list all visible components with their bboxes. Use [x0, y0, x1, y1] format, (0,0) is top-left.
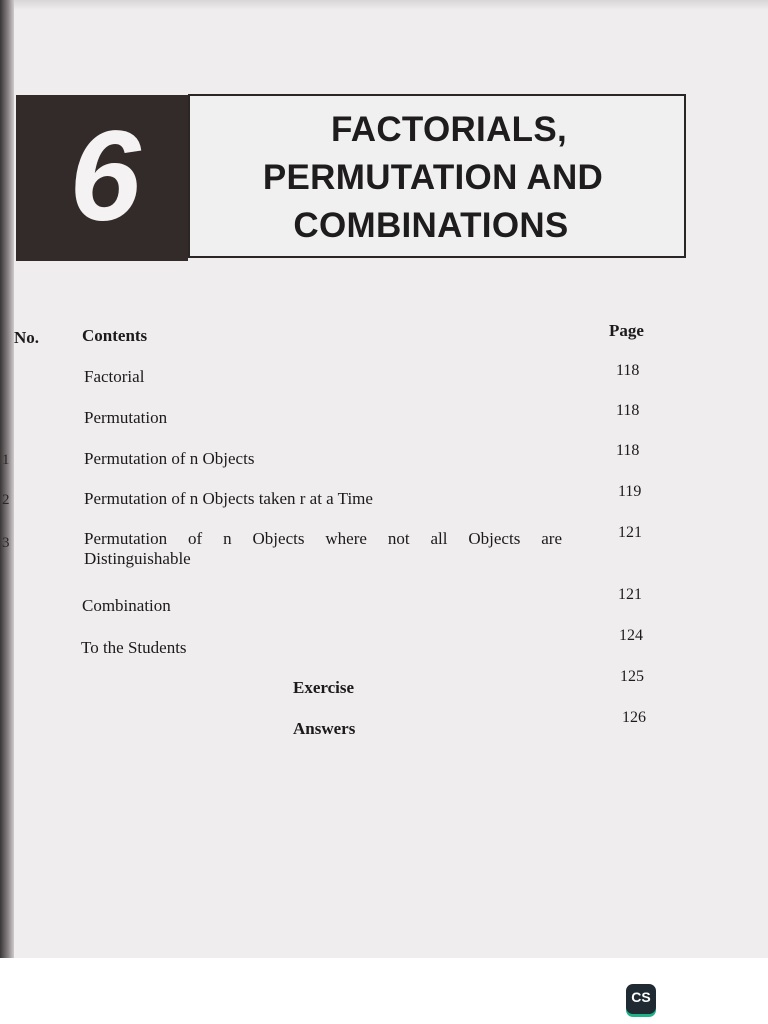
toc-entry-permutation-n: Permutation of n Objects [84, 449, 255, 468]
toc-page-to-the-students: 124 [619, 627, 643, 644]
toc-page-permutation-distinguishable: 121 [618, 524, 642, 541]
toc-page-answers: 126 [622, 709, 646, 726]
toc-entry-answers: Answers [293, 719, 356, 738]
toc-num-permutation-r: 2 [2, 492, 10, 508]
toc-page-factorial: 118 [616, 362, 640, 379]
page-binding-shadow [0, 0, 14, 958]
toc-entry-permutation-distinguishable [84, 529, 562, 569]
toc-entry-permutation-r: Permutation of n Objects taken r at a Time [84, 489, 373, 508]
chapter-title-line-2: PERMUTATION AND [262, 158, 604, 197]
toc-num-permutation-n: 1 [2, 452, 10, 468]
toc-entry-line-2: Distinguishable [84, 549, 191, 568]
chapter-number: 6 [69, 105, 137, 248]
toc-header-contents: Contents [82, 326, 148, 345]
toc-page-combination: 121 [618, 586, 642, 603]
camscanner-logo: CS [626, 984, 656, 1014]
toc-header-page: Page [609, 321, 644, 340]
toc-num-permutation-distinguishable: 3 [2, 535, 10, 551]
toc-entry-to-the-students: To the Students [81, 638, 187, 657]
toc-header-no: No. [14, 328, 40, 347]
chapter-title-line-3: COMBINATIONS [293, 206, 569, 245]
toc-page-permutation-n: 118 [616, 442, 640, 459]
toc-page-permutation: 118 [616, 402, 640, 419]
chapter-title-box [188, 94, 686, 258]
toc-page-permutation-r: 119 [618, 483, 642, 500]
toc-entry-line-1: Permutation of n Objects where not all Objects are [84, 529, 562, 548]
chapter-title-line-1: FACTORIALS, [331, 110, 567, 149]
page-top-edge [14, 0, 768, 10]
toc-page-exercise: 125 [620, 668, 644, 685]
toc-entry-exercise: Exercise [293, 678, 355, 697]
toc-entry-permutation: Permutation [84, 408, 168, 427]
toc-entry-factorial: Factorial [84, 367, 145, 386]
toc-entry-combination: Combination [82, 596, 171, 615]
